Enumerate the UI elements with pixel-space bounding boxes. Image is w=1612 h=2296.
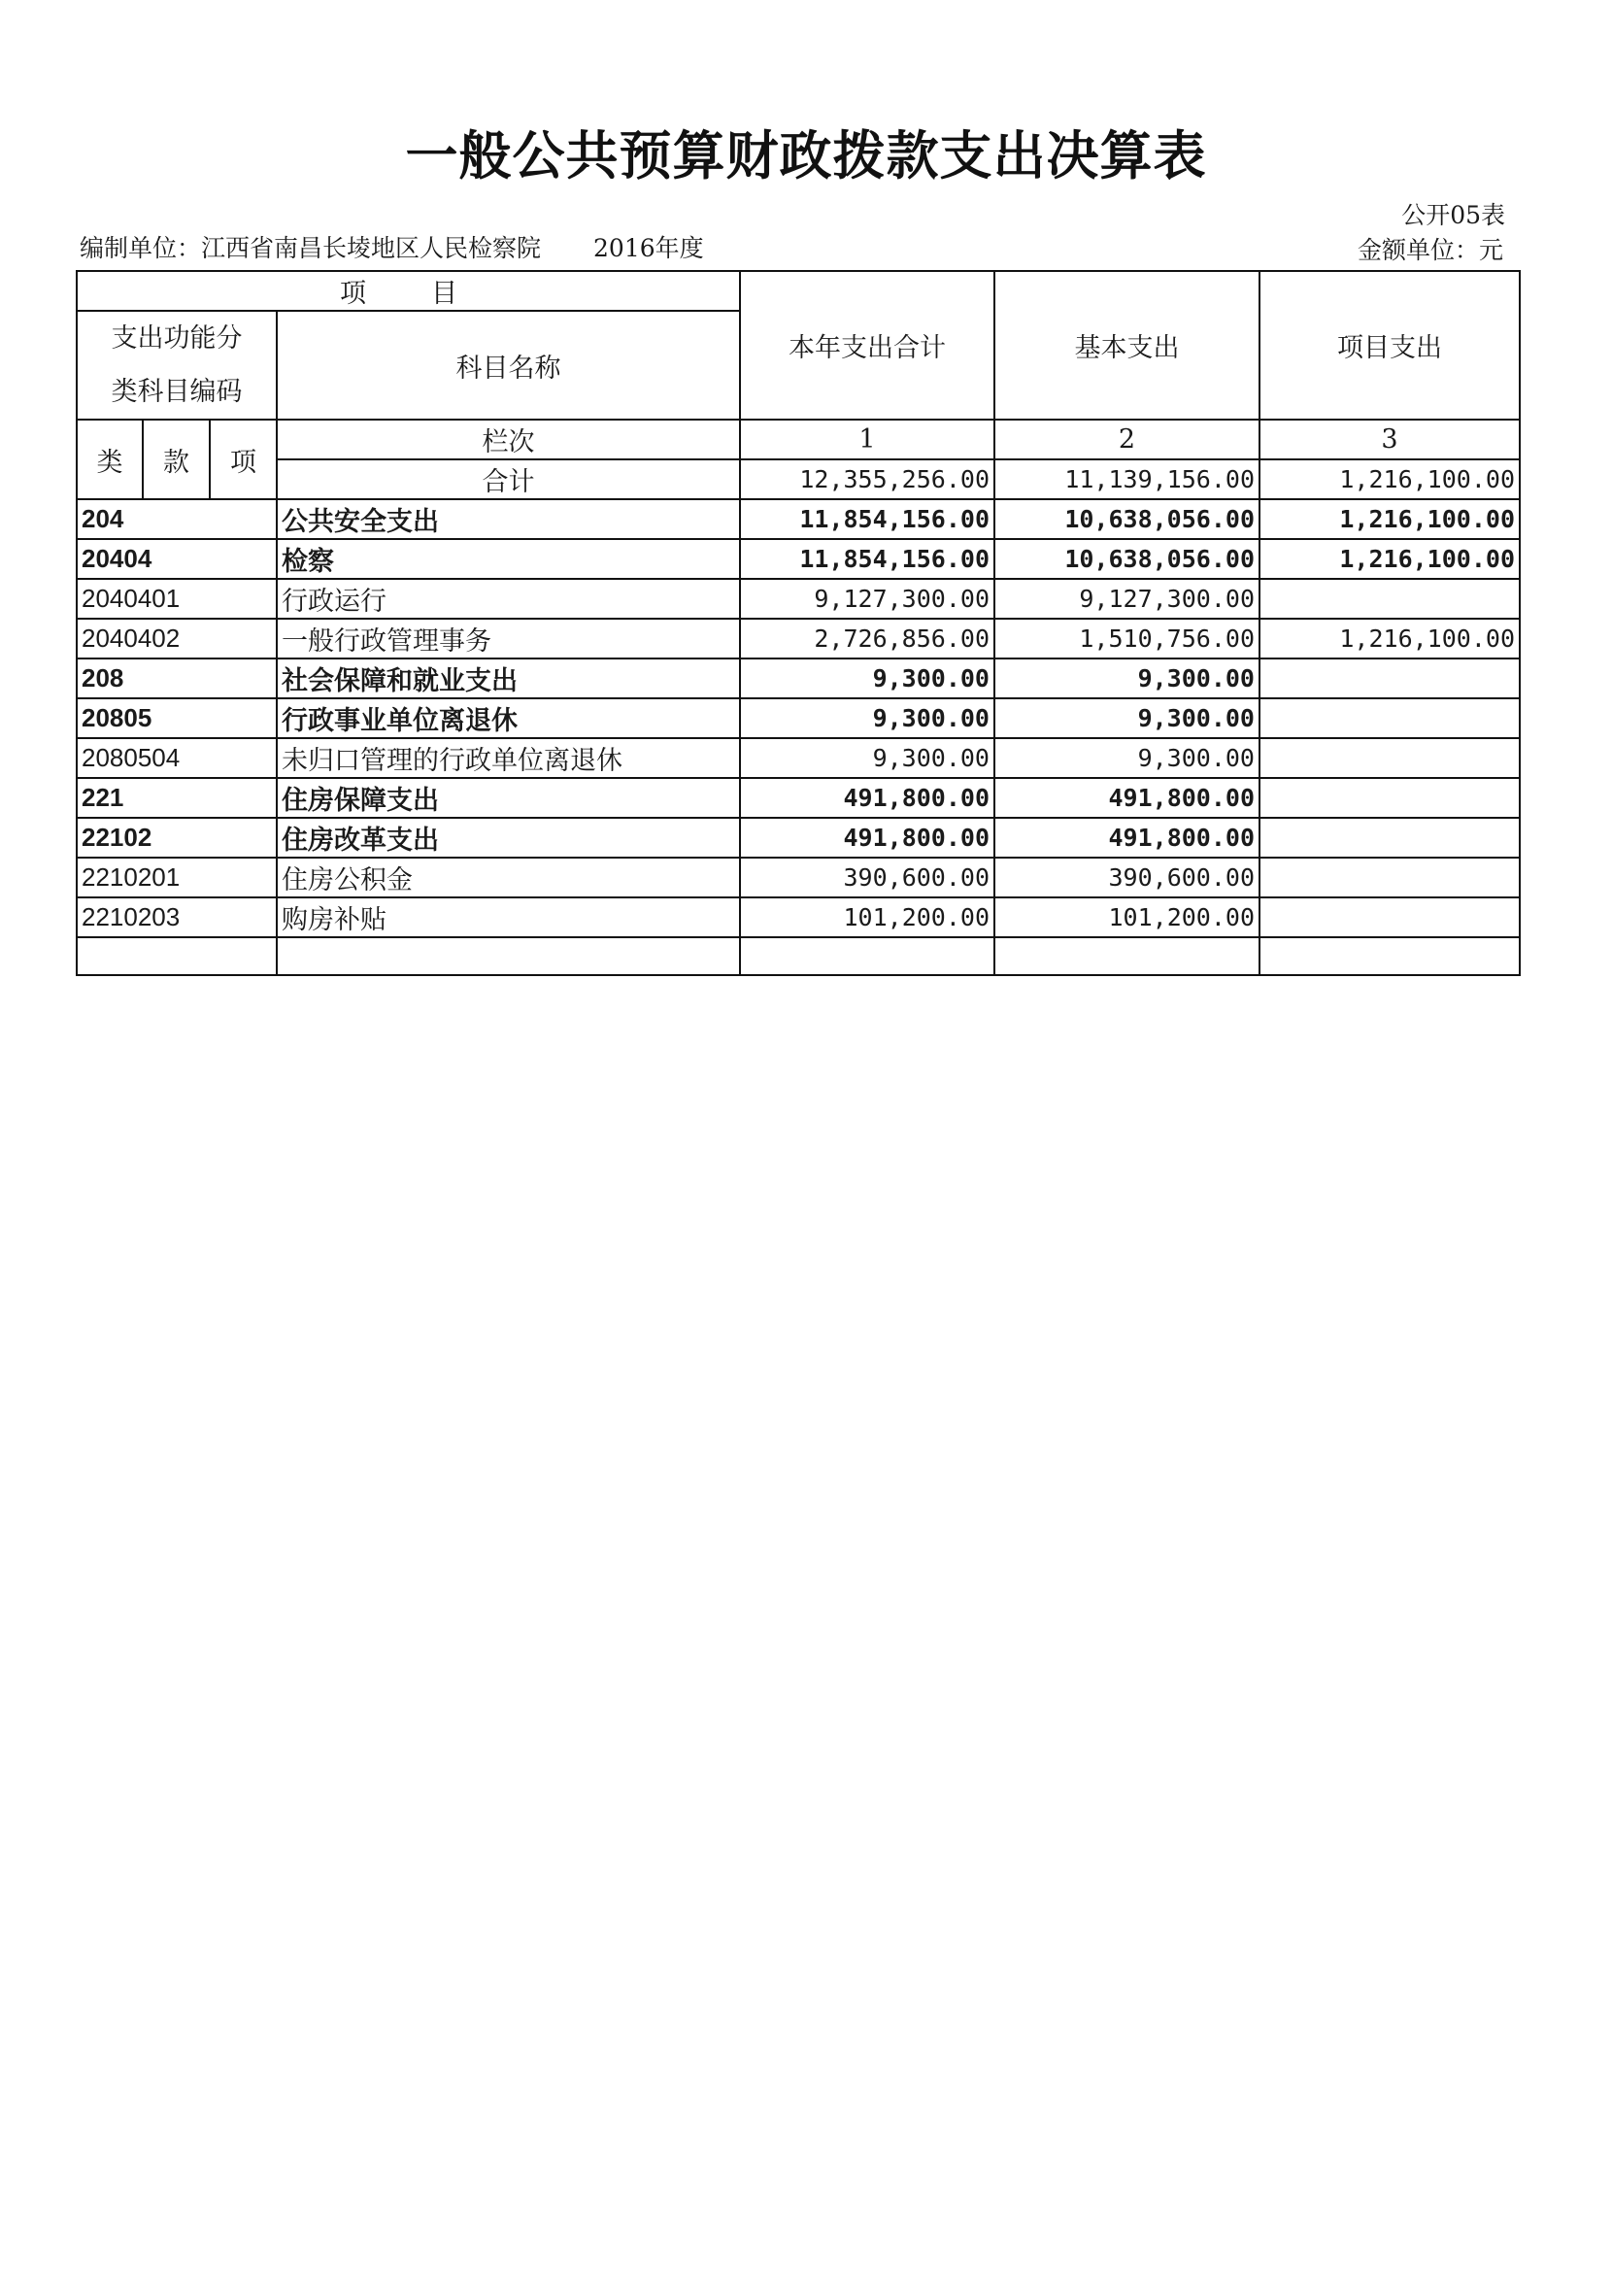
row-project [1259, 698, 1520, 738]
row-total: 491,800.00 [740, 818, 994, 858]
row-total: 491,800.00 [740, 778, 994, 818]
row-code: 208 [77, 658, 277, 698]
table-row [77, 778, 1520, 818]
total-amount: 12,355,256.00 [740, 459, 994, 499]
column-number-1: 1 [740, 420, 994, 459]
row-code: 221 [77, 778, 277, 818]
row-name: 购房补贴 [277, 897, 740, 937]
organization-label: 编制单位：江西省南昌长堎地区人民检察院 [80, 234, 542, 262]
row-project: 1,216,100.00 [1259, 619, 1520, 658]
table-row [77, 539, 1520, 579]
form-number: 公开05表 [1401, 201, 1505, 229]
row-code: 2210201 [77, 858, 277, 897]
currency-unit: 金额单位：元 [1357, 236, 1503, 264]
header-cat: 类 [77, 420, 143, 499]
table-row [77, 579, 1520, 619]
row-total: 9,300.00 [740, 658, 994, 698]
organization-line [80, 229, 704, 264]
table-row [77, 658, 1520, 698]
header-code-line1: 支出功能分 [111, 323, 243, 354]
row-basic: 491,800.00 [994, 778, 1259, 818]
row-code: 20805 [77, 698, 277, 738]
row-name: 未归口管理的行政单位离退休 [277, 738, 740, 778]
table-row [77, 698, 1520, 738]
table-body [77, 271, 1520, 975]
row-basic: 10,638,056.00 [994, 539, 1259, 579]
row-total: 2,726,856.00 [740, 619, 994, 658]
empty-cell [277, 937, 740, 975]
fiscal-year: 2016年度 [593, 234, 704, 262]
row-name: 公共安全支出 [277, 499, 740, 539]
column-number-label: 栏次 [277, 420, 740, 459]
header-basic: 基本支出 [994, 271, 1259, 420]
row-total: 9,300.00 [740, 698, 994, 738]
row-code: 2210203 [77, 897, 277, 937]
row-basic: 10,638,056.00 [994, 499, 1259, 539]
empty-cell [77, 937, 277, 975]
header-total: 本年支出合计 [740, 271, 994, 420]
row-code: 20404 [77, 539, 277, 579]
expenditure-table [76, 270, 1521, 976]
row-project [1259, 858, 1520, 897]
row-total: 11,854,156.00 [740, 539, 994, 579]
column-number-3: 3 [1259, 420, 1520, 459]
header-code-line2: 类科目编码 [111, 377, 243, 407]
row-name: 社会保障和就业支出 [277, 658, 740, 698]
page-title: 一般公共预算财政拨款支出决算表 [405, 125, 1207, 186]
total-label: 合计 [277, 459, 740, 499]
row-code: 204 [77, 499, 277, 539]
row-name: 行政事业单位离退休 [277, 698, 740, 738]
row-basic: 9,300.00 [994, 698, 1259, 738]
column-number-2: 2 [994, 420, 1259, 459]
row-code: 2040401 [77, 579, 277, 619]
empty-cell [740, 937, 994, 975]
empty-row [77, 937, 1520, 975]
row-name: 住房改革支出 [277, 818, 740, 858]
row-project [1259, 897, 1520, 937]
table-row [77, 818, 1520, 858]
row-project [1259, 658, 1520, 698]
row-total: 11,854,156.00 [740, 499, 994, 539]
row-name: 行政运行 [277, 579, 740, 619]
table-row [77, 499, 1520, 539]
row-basic: 9,127,300.00 [994, 579, 1259, 619]
row-project: 1,216,100.00 [1259, 539, 1520, 579]
row-project: 1,216,100.00 [1259, 499, 1520, 539]
row-basic: 1,510,756.00 [994, 619, 1259, 658]
header-code [77, 311, 277, 420]
table-row [77, 619, 1520, 658]
row-basic: 9,300.00 [994, 738, 1259, 778]
row-basic: 390,600.00 [994, 858, 1259, 897]
row-project [1259, 778, 1520, 818]
header-row-colno [77, 420, 1520, 459]
row-name: 住房保障支出 [277, 778, 740, 818]
row-project [1259, 818, 1520, 858]
row-total: 101,200.00 [740, 897, 994, 937]
row-project [1259, 738, 1520, 778]
empty-cell [1259, 937, 1520, 975]
header-xiang: 项 [210, 420, 277, 499]
row-basic: 9,300.00 [994, 658, 1259, 698]
table-row [77, 738, 1520, 778]
row-name: 住房公积金 [277, 858, 740, 897]
row-code: 2040402 [77, 619, 277, 658]
total-row [77, 459, 1520, 499]
row-basic: 491,800.00 [994, 818, 1259, 858]
header-kuan: 款 [143, 420, 210, 499]
row-total: 9,300.00 [740, 738, 994, 778]
empty-cell [994, 937, 1259, 975]
header-item: 项 目 [77, 271, 740, 311]
total-project: 1,216,100.00 [1259, 459, 1520, 499]
row-code: 22102 [77, 818, 277, 858]
row-name: 检察 [277, 539, 740, 579]
row-total: 390,600.00 [740, 858, 994, 897]
header-project: 项目支出 [1259, 271, 1520, 420]
row-total: 9,127,300.00 [740, 579, 994, 619]
row-project [1259, 579, 1520, 619]
table-row [77, 897, 1520, 937]
table-row [77, 858, 1520, 897]
total-basic: 11,139,156.00 [994, 459, 1259, 499]
header-row-item [77, 271, 1520, 311]
row-basic: 101,200.00 [994, 897, 1259, 937]
header-name: 科目名称 [277, 311, 740, 420]
row-code: 2080504 [77, 738, 277, 778]
row-name: 一般行政管理事务 [277, 619, 740, 658]
